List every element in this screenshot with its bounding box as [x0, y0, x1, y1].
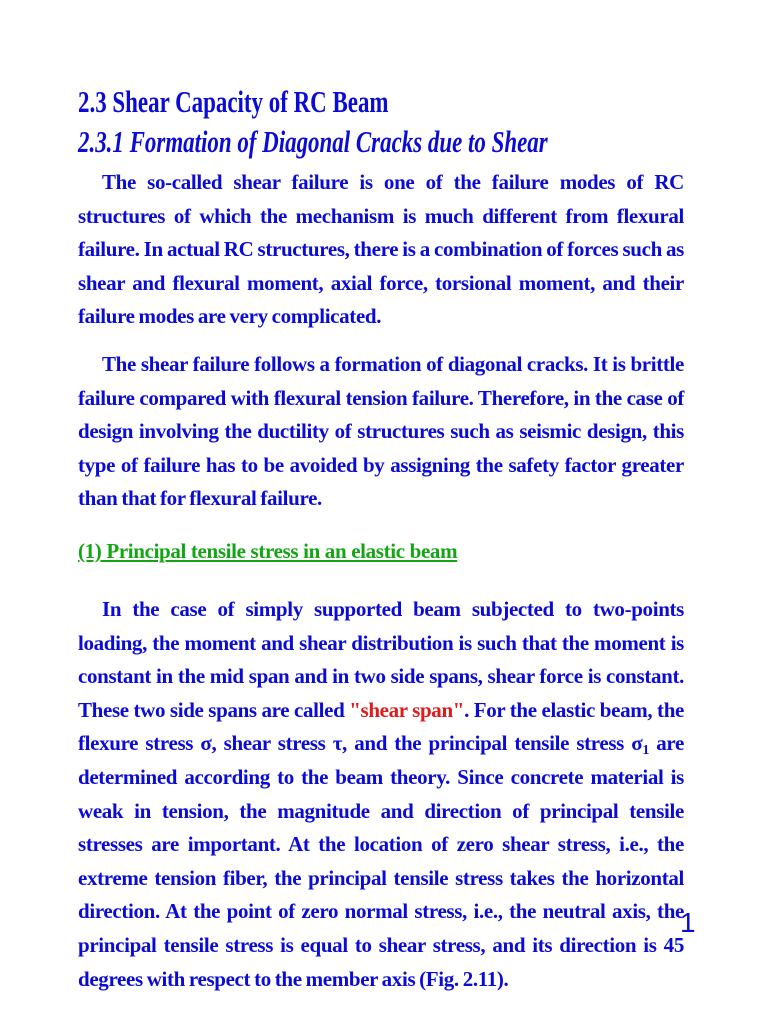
- section-heading: 2.3 Shear Capacity of RC Beam: [78, 84, 389, 119]
- paragraph-3: [78, 593, 684, 996]
- subsection-heading: 2.3.1 Formation of Diagonal Cracks due to Shear: [78, 124, 548, 159]
- paragraph-3-text-a: In the case of simply supported beam subjected to two-points loading, the moment and shear distribution is such that the moment is constant in the mid span and in two side spans, shear force is constant. These two side spans are called: [78, 597, 684, 722]
- paragraph-2: The shear failure follows a formation of diagonal cracks. It is brittle failure compared with flexural tension failure. Therefore, in the case of design involving the ductility of structures such as seismic design, this type of failure has to be avoided by assigning the safety factor greater than that for flexural failure.: [78, 352, 684, 511]
- sigma-subscript: 1: [642, 743, 649, 759]
- page-number: 1: [680, 907, 696, 938]
- shear-span-term: "shear span": [349, 697, 465, 722]
- paragraph-1: The so-called shear failure is one of the failure modes of RC structures of which the mechanism is much different from flexural failure. In actual RC structures, there is a combination of forces such as shear and flexural moment, axial force, torsional moment, and their failure modes are very complicated.: [78, 170, 684, 329]
- paragraph-3-text-c: are determined according to the beam theory. Since concrete material is weak in tension, the magnitude and direction of principal tensile stresses are important. At the location of zero shear stress, i.e., the extreme tension fiber, the principal tensile stress takes the horizontal direction. At the point of zero normal stress, i.e., the neutral axis, the principal tensile stress is equal to shear stress, and its direction is 45 degrees with respect to the member axis (Fig. 2.11).: [78, 731, 684, 991]
- principal-stress-subheading: (1) Principal tensile stress in an elastic beam: [78, 539, 458, 563]
- paragraph-3-text-b: . For the elastic beam, the flexure stress σ, shear stress τ, and the principal tensile stress σ: [78, 697, 684, 756]
